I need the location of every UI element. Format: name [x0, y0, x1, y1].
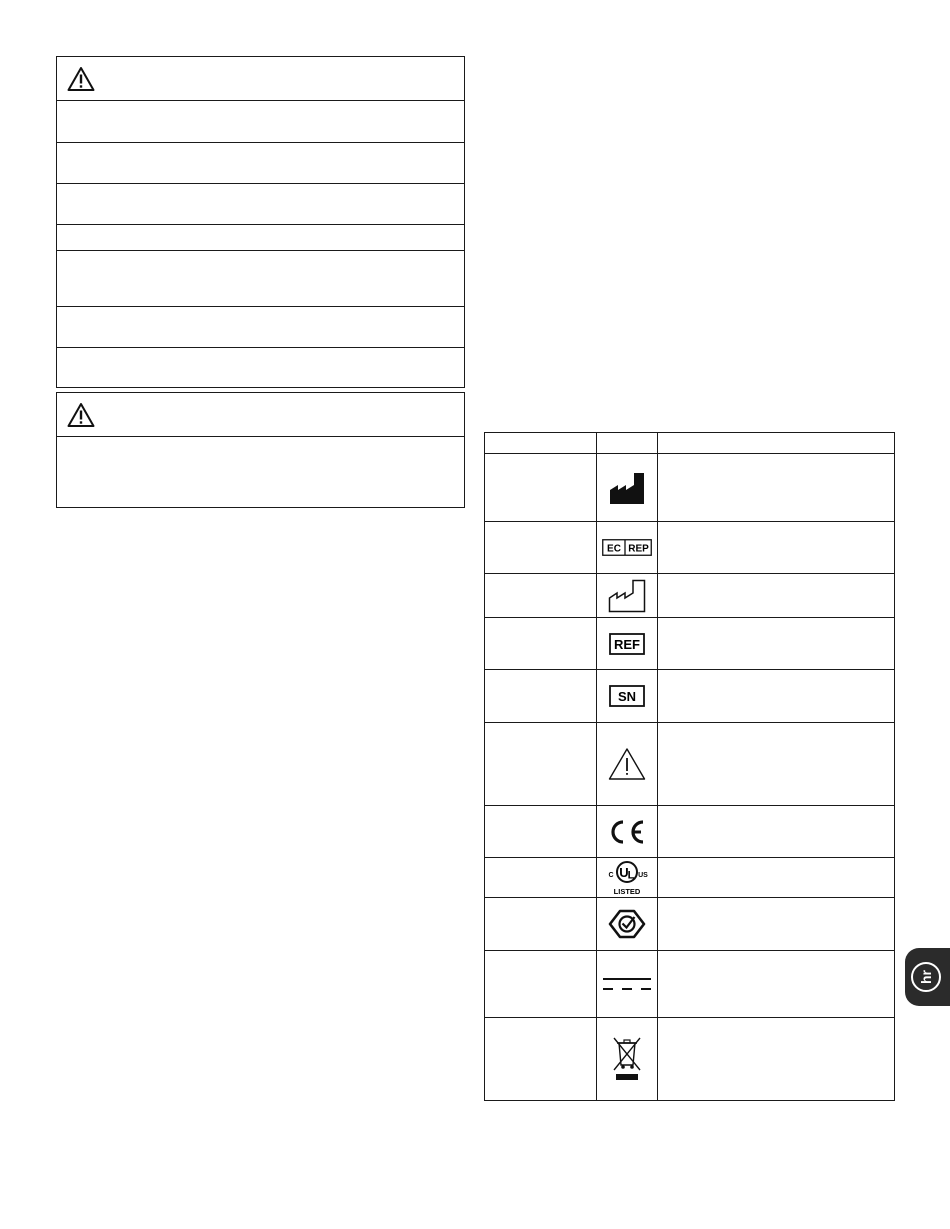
rcm-mark-icon	[607, 908, 647, 940]
language-code: hr	[918, 970, 934, 984]
description-cell	[658, 574, 895, 618]
term-cell	[485, 723, 597, 806]
symbol-cell	[597, 951, 658, 1018]
table-row	[485, 618, 895, 670]
table-row	[485, 574, 895, 618]
ul-listed-icon	[605, 859, 649, 897]
term-cell	[485, 574, 597, 618]
svg-text:U: U	[619, 864, 629, 880]
symbol-cell	[597, 806, 658, 858]
warning-box-2	[56, 392, 465, 508]
svg-text:US: US	[638, 871, 648, 879]
description-cell	[658, 858, 895, 898]
description-cell	[658, 522, 895, 574]
svg-text:REP: REP	[628, 543, 649, 555]
description-cell	[658, 1018, 895, 1101]
table-row	[485, 951, 895, 1018]
table-row	[485, 858, 895, 898]
language-tab-label	[911, 962, 941, 992]
symbol-table	[484, 432, 895, 1101]
ref-icon	[609, 633, 645, 655]
table-row	[485, 670, 895, 723]
symbol-cell	[597, 723, 658, 806]
table-row	[485, 898, 895, 951]
svg-text:LISTED: LISTED	[613, 886, 641, 896]
symbol-cell	[597, 670, 658, 723]
warning-row	[57, 347, 464, 387]
symbol-cell	[597, 522, 658, 574]
table-row	[485, 1018, 895, 1101]
term-cell	[485, 858, 597, 898]
symbol-cell	[597, 454, 658, 522]
description-cell	[658, 454, 895, 522]
svg-text:SN: SN	[617, 689, 637, 704]
description-cell	[658, 898, 895, 951]
term-cell	[485, 454, 597, 522]
warning-row	[57, 250, 464, 306]
header-cell-symbol	[597, 433, 658, 454]
term-cell	[485, 806, 597, 858]
warning-row	[57, 142, 464, 183]
term-cell	[485, 670, 597, 723]
description-cell	[658, 670, 895, 723]
svg-text:EC: EC	[607, 543, 621, 555]
symbol-cell	[597, 574, 658, 618]
weee-bin-icon	[611, 1035, 643, 1083]
ec-rep-icon	[602, 539, 652, 556]
warning-row	[57, 100, 464, 142]
table-row	[485, 454, 895, 522]
table-row	[485, 723, 895, 806]
caution-icon	[608, 747, 646, 781]
symbol-cell	[597, 898, 658, 951]
svg-text:C: C	[608, 871, 614, 879]
serial-number-icon	[609, 685, 645, 707]
header-cell-description	[658, 433, 895, 454]
svg-text:L: L	[627, 869, 635, 881]
direct-current-icon	[602, 977, 652, 991]
table-row	[485, 522, 895, 574]
manufacturer-icon	[609, 471, 645, 505]
table-header-row	[485, 433, 895, 454]
symbol-cell	[597, 1018, 658, 1101]
term-cell	[485, 1018, 597, 1101]
ce-mark-icon	[607, 819, 647, 845]
table-row	[485, 806, 895, 858]
description-cell	[658, 618, 895, 670]
term-cell	[485, 898, 597, 951]
warning-row	[57, 224, 464, 250]
description-cell	[658, 951, 895, 1018]
date-of-manufacture-icon	[608, 579, 646, 613]
term-cell	[485, 522, 597, 574]
term-cell	[485, 951, 597, 1018]
warning-row	[57, 306, 464, 347]
svg-text:REF: REF	[614, 636, 640, 652]
warning-triangle-icon	[67, 402, 95, 428]
warning-row	[57, 436, 464, 507]
description-cell	[658, 806, 895, 858]
warning-row	[57, 183, 464, 224]
term-cell	[485, 618, 597, 670]
warning-header	[57, 393, 464, 436]
symbol-cell	[597, 618, 658, 670]
warning-box-1	[56, 56, 465, 388]
description-cell	[658, 723, 895, 806]
header-cell-term	[485, 433, 597, 454]
symbol-cell	[597, 858, 658, 898]
warning-triangle-icon	[67, 66, 95, 92]
warning-header	[57, 57, 464, 100]
